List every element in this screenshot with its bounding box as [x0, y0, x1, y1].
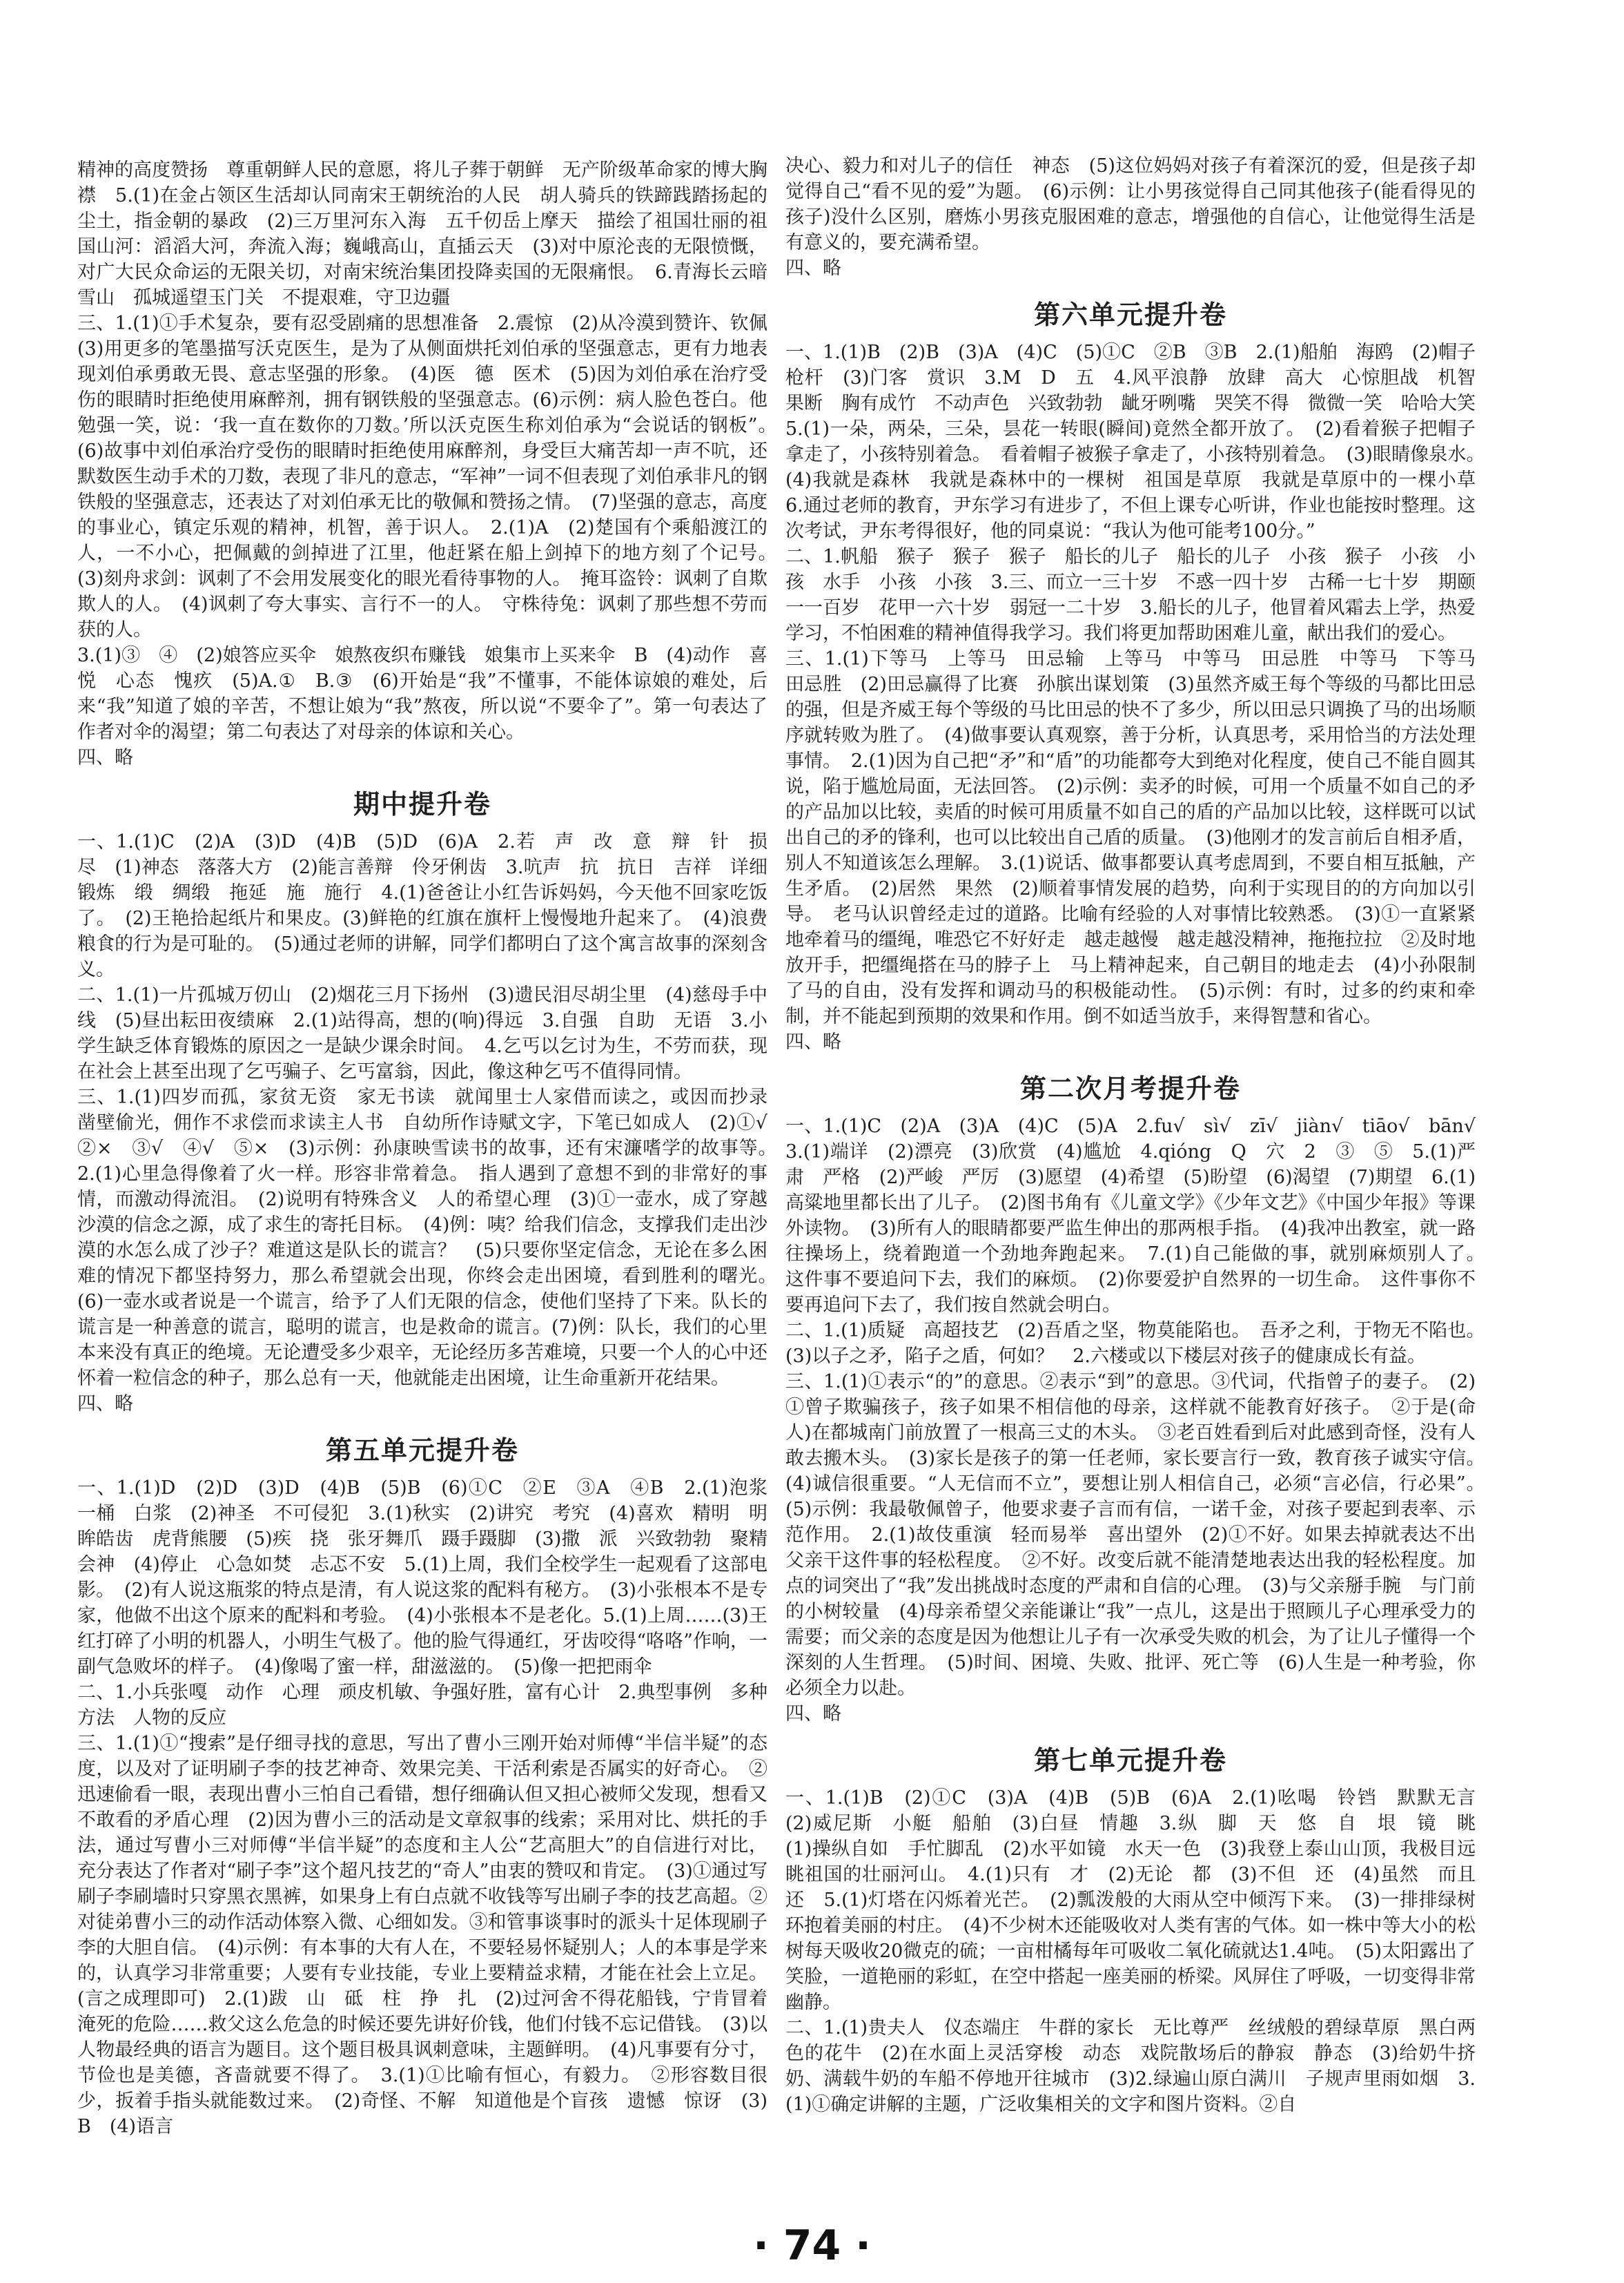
left-column [77, 157, 786, 2139]
section-four-label: 四、略 [785, 1703, 841, 1725]
answer-paragraph: 一、1.(1)B (2)B (3)A (4)C (5)①C ②B ③B 2.(1)船舶 海鸥 (2)帽子 枪杆 (3)门客 赏识 3.M D 五 4.风平浪静 放肆 高大 心惊胆战 机智果断 胸有成竹 不动声色 兴致勃勃 龇牙咧嘴 哭笑不得 微微一笑 哈哈大笑 5.(1)一朵，两朵，三朵，昙花一转眼(瞬间)竟然全都开放了。 (2)看着猴子把帽子拿走了，小孩特别着急。 看着帽子被猴子拿走了，小孩特别着急。 (3)眼睛像泉水。 (4)我就是森林 我就是森林中的一棵树 祖国是草原 我就是草原中的一棵小草 6.通过老师的教育，尹东学习有进步了，不但上课专心听讲，作业也能按时整理。这次考试，尹东考得很好，他的同桌说：“我认为他可能考100分。” [785, 342, 1494, 542]
answer-paragraph: 一、1.(1)C (2)A (3)A (4)C (5)A 2.fu√ sì√ zī√ jiàn√ tiāo√ bān√ 3.(1)端详 (2)漂亮 (3)欣赏 (4)尴尬 4.qióng Q 穴 2 ③ ⑤ 5.(1)严肃 严格 (2)严峻 严厉 (3)愿望 (4)希望 (5)盼望 (6)渴望 (7)期望 6.(1)高粱地里都长出了儿子。 (2)图书角有《儿童文学》《少年文艺》《中国少年报》等课外读物。 (3)所有人的眼睛都要严监生伸出的那两根手指。 (4)我冲出教室，就一路往操场上，绕着跑道一个劲地奔跑起来。 7.(1)自己能做的事，就别麻烦别人了。 这件事不要追问下去，我们的麻烦。 (2)你要爱护自然界的一切生命。 这件事你不要再追问下去了，我们按自然就会明白。 [785, 1116, 1494, 1316]
section-four-label: 四、略 [785, 1031, 841, 1053]
answer-paragraph: 二、1.帆船 猴子 猴子 猴子 船长的儿子 船长的儿子 小孩 猴子 小孩 小孩 水手 小孩 小孩 3.三、而立一三十岁 不惑一四十岁 古稀一七十岁 期颐一一百岁 花甲一六十岁 弱冠一二十岁 3.船长的儿子，他冒着风霜去上学，热爱学习，不怕困难的精神值得我学习。我们将更加帮助困难儿童，献出我们的爱心。 [785, 546, 1476, 644]
answer-paragraph: 三、1.(1)下等马 上等马 田忌输 上等马 中等马 田忌胜 中等马 下等马 田忌胜 (2)田忌赢得了比赛 孙膑出谋划策 (3)虽然齐威王每个等级的马都比田忌的强，但是齐威王每个等级的马比田忌的快不了多少，所以田忌只调换了马的出场顺序就转败为胜了。 (4)做事要认真观察，善于分析，认真思考，采用恰当的方法处理事情。 2.(1)因为自己把“矛”和“盾”的功能都夸大到绝对化程度，使自己不能自圆其说，陷于尴尬局面，无法回答。 (2)示例：卖矛的时候，可用一个质量不如自己的矛的产品加以比较，卖盾的时候可用质量不如自己的盾的产品加以比较，这样既可以试出自己的矛的锋利，也可以比较出自己盾的质量。 (3)他刚才的发言前后自相矛盾，别人不知道该怎么理解。 3.(1)说话、做事都要认真考虑周到，不要自相互抵触，产生矛盾。 (2)居然 果然 (2)顺着事情发展的趋势，向利于实现目的的方向加以引导。 老马认识曾经走过的道路。比喻有经验的人对事情比较熟悉。 (3)①一直紧紧地牵着马的缰绳，唯恐它不好好走 越走越慢 越走越没精神，拖拖拉拉 ②及时地放开手，把缰绳搭在马的脖子上 马上精神起来，自己朝目的地走去 (4)小孙限制了马的自由，没有发挥和调动马的积极能动性。 (5)示例：有时，过多的约束和牵制，并不能起到预期的效果和作用。倒不如适当放手，来得智慧和省心。 [785, 648, 1494, 1027]
answer-paragraph: 一、1.(1)D (2)D (3)D (4)B (5)B (6)①C ②E ③A ④B 2.(1)泡浆 一桶 白浆 (2)神圣 不可侵犯 3.(1)秋实 (2)讲究 考究 (4)喜欢 精明 明眸皓齿 虎背熊腰 (5)疾 挠 张牙舞爪 蹑手蹑脚 (3)撒 派 兴致勃勃 聚精会神 (4)停止 心急如焚 忐忑不安 5.(1)上周，我们全校学生一起观看了这部电影。 (2)有人说这瓶浆的特点是清，有人说这浆的配料有秘方。 (3)小张根本不是专家，他做不出这个原来的配料和考验。 (4)小张根本不是老化。5.(1)上周……(3)王红打碎了小明的机器人，小明生气极了。他的脸气得通红，牙齿咬得“咯咯”作响，一副气急败坏的样子。 (4)像喝了蜜一样，甜滋滋的。 (5)像一把把雨伞 [77, 1477, 786, 1678]
answer-paragraph: 三、1.(1)①“搜索”是仔细寻找的意思，写出了曹小三刚开始对师傅“半信半疑”的态度，以及对了证明刷子李的技艺神奇、效果完美、干活利索是否属实的好奇心。 ②迅速偷看一眼，表现出曹小三怕自己看错，想仔细确认但又担心被师父发现，想看又不敢看的矛盾心理 (2)因为曹小三的活动是文章叙事的线索；采用对比、烘托的手法，通过写曹小三对师傅“半信半疑”的态度和主人公“艺高胆大”的自信进行对比，充分表达了作者对“刷子李”这个超凡技艺的“奇人”由衷的赞叹和肯定。 (3)①通过写刷子李刷墙时只穿黑衣黑裤，如果身上有白点就不收钱等写出刷子李的技艺高超。②对徒弟曹小三的动作活动体察入微、心细如发。③和管事谈事时的派头十足体现刷子李的大胆自信。 (4)示例：有本事的大有人在，不要轻易怀疑别人；人的本事是学来的，认真学习非常重要；人要有专业技能，专业上要精益求精，才能在社会上立足。(言之成理即可) 2.(1)跋 山 砥 柱 挣 扎 (2)过河舍不得花船钱，宁肯冒着淹死的危险……救父这么危急的时候还要先讲好价钱，他们付钱不忘记借钱。 (3)以人物最经典的语言为题目。这个题目极具讽刺意味，主题鲜明。 (4)凡事要有分寸，节俭也是美德，吝啬就要不得了。 3.(1)①比喻有恒心，有毅力。 ②形容数目很少，扳着手指头就能数过来。 (2)奇怪、不解 知道他是个盲孩 遗憾 惊讶 (3)B (4)语言 [77, 1733, 767, 2137]
answer-paragraph: 精神的高度赞扬 尊重朝鲜人民的意愿，将儿子葬于朝鲜 无产阶级革命家的博大胸襟 5.(1)在金占领区生活却认同南宋王朝统治的人民 胡人骑兵的铁蹄践踏扬起的尘土，指金朝的暴政 (2)三万里河东入海 五千仞岳上摩天 描绘了祖国壮丽的祖国山河：滔滔大河，奔流入海；巍峨高山，直插云天 (3)对中原沦丧的无限愤慨，对广大民众命运的无限关切，对南宋统治集团投降卖国的无限痛恨。 6.青海长云暗雪山 孤城遥望玉门关 不提艰难，守卫边疆 [77, 159, 767, 309]
answer-paragraph: 3.(1)③ ④ (2)娘答应买伞 娘熬夜织布赚钱 娘集市上买来伞 B (4)动作 喜悦 心态 愧疚 (5)A.① B.③ (6)开始是“我”不懂事，不能体谅娘的难处，后来“我”知道了娘的辛苦，不想让娘为“我”熬夜，所以说“不要伞了”。第一句表达了作者对伞的渴望；第二句表达了对母亲的体谅和关心。 [77, 645, 767, 743]
answer-paragraph: 一、1.(1)C (2)A (3)D (4)B (5)D (6)A 2.若 声 改 意 辩 针 损 尽 (1)神态 落落大方 (2)能言善辩 伶牙俐齿 3.吭声 抗 抗日 吉祥 详细 锻炼 缎 绸缎 拖延 施 施行 4.(1)爸爸让小红告诉妈妈，今天他不回家吃饭了。 (2)王艳拾起纸片和果皮。(3)鲜艳的红旗在旗杆上慢慢地升起来了。 (4)浪费粮食的行为是可耻的。 (5)通过老师的讲解，同学们都明白了这个寓言故事的深刻含义。 [77, 831, 786, 980]
section-title: 第七单元提升卷 [1033, 1745, 1227, 1776]
section-title: 第二次月考提升卷 [1019, 1074, 1241, 1104]
answer-paragraph: 二、1.小兵张嘎 动作 心理 顽皮机敏、争强好胜，富有心计 2.典型事例 多种方法 人物的反应 [77, 1682, 767, 1729]
answer-paragraph: 三、1.(1)四岁而孤，家贫无资 家无书读 就闻里士人家借而读之，或因而抄录 凿壁偷光，佣作不求偿而求读主人书 自幼所作诗赋文字，下笔已如成人 (2)①√ ②× ③√ ④√ ⑤× (3)示例：孙康映雪读书的故事，还有宋濂嗜学的故事等。 2.(1)心里急得像着了火一样。形容非常着急。 指人遇到了意想不到的非常好的事情，而激动得流泪。 (2)说明有特殊含义 人的希望心理 (3)①一壶水，成了穿越沙漠的信念之源，成了求生的寄托目标。 (4)例：咦？给我们信念，支撑我们走出沙漠的水怎么成了沙子？难道这是队长的谎言？ (5)只要你坚定信念，无论在多么困难的情况下都坚持努力，那么希望就会出现，你终会走出困境，看到胜利的曙光。 (6)一壶水或者说是一个谎言，给予了人们无限的信念，使他们坚持了下来。队长的谎言是一种善意的谎言，聪明的谎言，也是救命的谎言。(7)例：队长，我们的心里本来没有真正的绝境。无论遭受多少艰辛，无论经历多苦难境，只要一个人的心中还怀着一粒信念的种子，那么总有一天，他就能走出困境，让生命重新开花结果。 [77, 1087, 786, 1389]
answer-paragraph: 二、1.(1)质疑 高超技艺 (2)吾盾之坚，物莫能陷也。 吾矛之利，于物无不陷也。 (3)以子之矛，陷子之盾，何如？ 2.六楼或以下楼层对孩子的健康成长有益。 [785, 1320, 1494, 1367]
answer-paragraph: 一、1.(1)B (2)①C (3)A (4)B (5)B (6)A 2.(1)吆喝 铃铛 默默无言 (2)威尼斯 小艇 船舶 (3)白昼 情趣 3.纵 脚 天 悠 自 垠 镜 眺 (1)操纵自如 手忙脚乱 (2)水平如镜 水天一色 (3)我登上泰山山顶，我极目远眺祖国的壮丽河山。 4.(1)只有 才 (2)无论 都 (3)不但 还 (4)虽然 而且 还 5.(1)灯塔在闪烁着光芒。 (2)瓢泼般的大雨从空中倾泻下来。 (3)一排排绿树环抱着美丽的村庄。 (4)不少树木还能吸收对人类有害的气体。如一株中等大小的松树每天吸收20微克的硫；一亩柑橘每年可吸收二氧化硫就达1.4吨。 (5)太阳露出了笑脸，一道艳丽的彩虹，在空中搭起一座美丽的桥梁。风屏住了呼吸，一切变得非常幽静。 [785, 1787, 1494, 2013]
answer-paragraph: 三、1.(1)①表示“的”的意思。②表示“到”的意思。③代词，代指曾子的妻子。 (2)①曾子欺骗孩子，孩子如果不相信他的母亲，这样就不能教育好孩子。 ②于是(命人)在都城南门前放置了一根高三丈的木头。 ③老百姓看到后对此感到奇怪，没有人敢去搬木头。 (3)家长是孩子的第一任老师，家长要言行一致，教育孩子诚实守信。 (4)诚信很重要。“人无信而不立”，要想让别人相信自己，必须“言必信，行必果”。 (5)示例：我最敬佩曾子，他要求妻子言而有信，一诺千金，对孩子要起到表率、示范作用。 2.(1)故伎重演 轻而易举 喜出望外 (2)①不好。如果去掉就表达不出父亲干这件事的轻松程度。 ②不好。改变后就不能清楚地表达出我的轻松程度。加点的词突出了“我”发出挑战时态度的严肃和自信的心理。 (3)与父亲掰手腕 与门前的小树较量 (4)母亲希望父亲能谦让“我”一点儿，这是出于照顾儿子心理承受力的需要；而父亲的态度是因为他想让儿子有一次承受失败的机会，为了让儿子懂得一个深刻的人生哲理。 (5)时间、困境、失败、批评、死亡等 (6)人生是一种考验，你必须全力以赴。 [785, 1371, 1494, 1699]
answer-paragraph: 二、1.(1)一片孤城万仞山 (2)烟花三月下扬州 (3)遗民泪尽胡尘里 (4)慈母手中线 (5)昼出耘田夜绩麻 2.(1)站得高，想的(响)得远 3.自强 自助 无语 3.小学生缺乏体育锻炼的原因之一是缺少课余时间。 4.乞丐以乞讨为生，不劳而获，现在社会上甚至出现了乞丐骗子、乞丐富翁，因此，像这种乞丐不值得同情。 [77, 984, 767, 1082]
section-title: 第五单元提升卷 [325, 1435, 519, 1466]
section-four-label: 四、略 [77, 747, 133, 768]
answer-paragraph: 二、1.(1)贵夫人 仪态端庄 牛群的家长 无比尊严 丝绒般的碧绿草原 黑白两色的花牛 (2)在水面上灵活穿梭 动态 戏院散场后的静寂 静态 (3)给奶牛挤奶、满载牛奶的车船不停地开往城市 (3)2.绿遍山原白满川 子规声里雨如烟 3.(1)①确定讲解的主题，广泛收集相关的文字和图片资料。②自 [785, 2017, 1476, 2115]
right-column [785, 153, 1494, 2117]
section-four-label: 四、略 [785, 258, 841, 279]
section-title: 期中提升卷 [353, 789, 491, 819]
section-four-label: 四、略 [77, 1393, 133, 1415]
section-title: 第六单元提升卷 [1033, 300, 1227, 330]
answer-paragraph: 决心、毅力和对儿子的信任 神态 (5)这位妈妈对孩子有着深沉的爱，但是孩子却觉得自己“看不见的爱”为题。 (6)示例：让小男孩觉得自己同其他孩子(能看得见的孩子)没什么区别，磨炼小男孩克服困难的意志，增强他的自信心，让他觉得生活是有意义的，要充满希望。 [785, 155, 1476, 253]
answer-paragraph: 三、1.(1)①手术复杂，要有忍受剧痛的思想准备 2.震惊 (2)从冷漠到赞许、钦佩 (3)用更多的笔墨描写沃克医生，是为了从侧面烘托刘伯承的坚强意志，更有力地表现刘伯承勇敢无畏、意志坚强的形象。 (4)医 德 医术 (5)因为刘伯承在治疗受伤的眼睛时拒绝使用麻醉剂，拥有钢铁般的坚强意志。(6)示例：病人脸色苍白。他勉强一笑，说：‘我一直在数你的刀数。’所以沃克医生称刘伯承为“会说话的钢板”。 (6)故事中刘伯承治疗受伤的眼睛时拒绝使用麻醉剂，身受巨大痛苦却一声不吭，还默数医生动手术的刀数，表现了非凡的意志，“军神”一词不但表现了刘伯承非凡的钢铁般的坚强意志，还表达了对刘伯承无比的敬佩和赞扬之情。 (7)坚强的意志，高度的事业心，镇定乐观的精神，机智，善于识人。 2.(1)A (2)楚国有个乘船渡江的人，一不小心，把佩戴的剑掉进了江里，他赶紧在船上剑掉下的地方刻了个记号。 (3)刻舟求剑：讽刺了不会用发展变化的眼光看待事物的人。 掩耳盗铃：讽刺了自欺欺人的人。 (4)讽刺了夸大事实、言行不一的人。 守株待兔：讽刺了那些想不劳而获的人。 [77, 313, 786, 641]
page-number: · 74 · [753, 2222, 871, 2270]
